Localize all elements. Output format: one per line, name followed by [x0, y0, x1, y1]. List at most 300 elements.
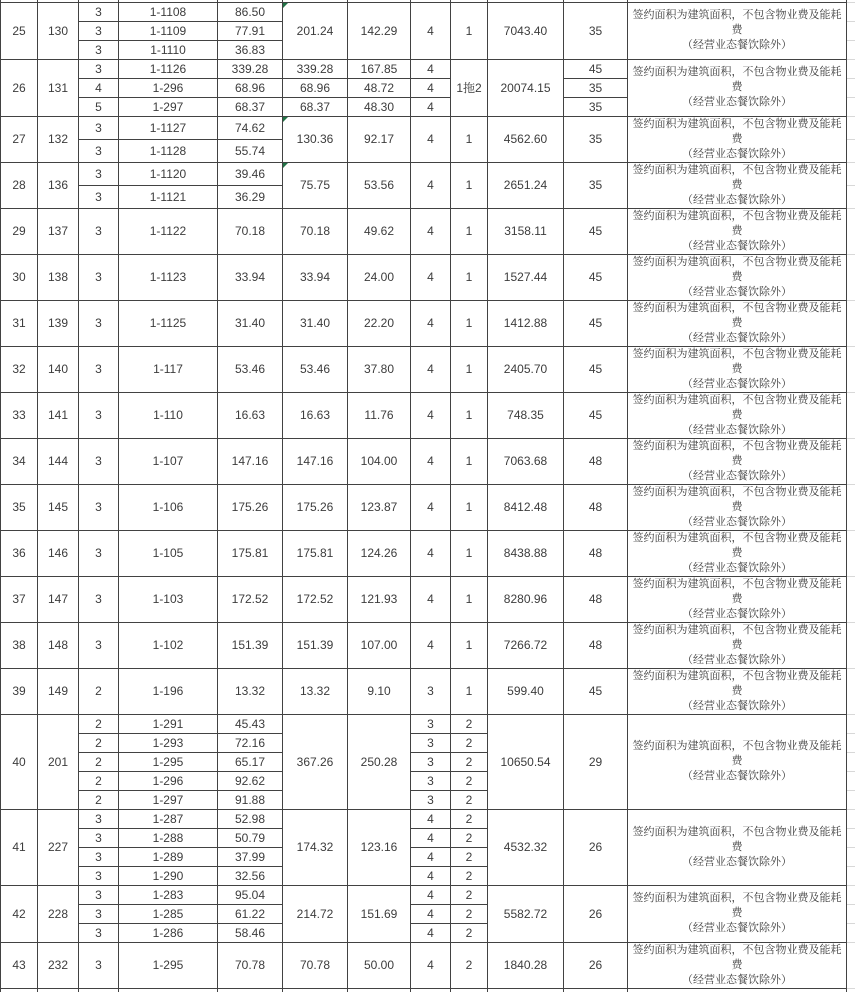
- cell-floor[interactable]: 3: [79, 2, 119, 21]
- cell-room-id[interactable]: 144: [38, 438, 79, 484]
- cell-count-b[interactable]: 2: [451, 923, 488, 942]
- cell-count-a[interactable]: 4: [411, 866, 451, 885]
- cell-seq[interactable]: 38: [1, 622, 38, 668]
- cell-seq[interactable]: 41: [1, 809, 38, 885]
- cell-unit[interactable]: 1-1127: [119, 116, 218, 139]
- cell-unit[interactable]: 1-110: [119, 392, 218, 438]
- cell-seq[interactable]: 31: [1, 300, 38, 346]
- cell-floor[interactable]: 3: [79, 809, 119, 828]
- cell-group-area-total[interactable]: 33.94: [283, 254, 348, 300]
- cell-remark[interactable]: [628, 254, 847, 300]
- cell-rate[interactable]: 48: [564, 576, 628, 622]
- cell-count-a[interactable]: 4: [411, 809, 451, 828]
- cell-count-b[interactable]: 2: [451, 714, 488, 733]
- cell-seq[interactable]: 30: [1, 254, 38, 300]
- cell-room-id[interactable]: 141: [38, 392, 79, 438]
- cell-unit[interactable]: 1-287: [119, 809, 218, 828]
- cell-area[interactable]: 72.16: [218, 733, 283, 752]
- cell-room-id[interactable]: 228: [38, 885, 79, 942]
- cell-floor[interactable]: 2: [79, 733, 119, 752]
- cell-remark[interactable]: [628, 622, 847, 668]
- cell-floor[interactable]: 2: [79, 714, 119, 733]
- cell-unit[interactable]: 1-117: [119, 346, 218, 392]
- cell-amount[interactable]: 1412.88: [488, 300, 564, 346]
- cell-room-id[interactable]: 232: [38, 942, 79, 988]
- cell-group-area-total[interactable]: [283, 2, 348, 59]
- cell-group-area-total[interactable]: 70.78: [283, 942, 348, 988]
- cell-floor[interactable]: 2: [79, 771, 119, 790]
- cell-area[interactable]: 61.22: [218, 904, 283, 923]
- cell-unit[interactable]: 1-291: [119, 714, 218, 733]
- cell-unit[interactable]: 1-285: [119, 904, 218, 923]
- cell-unit[interactable]: 1-105: [119, 530, 218, 576]
- cell-group-area2-total[interactable]: 167.85: [348, 59, 411, 78]
- cell-unit[interactable]: 1-1108: [119, 2, 218, 21]
- cell-seq[interactable]: 26: [1, 59, 38, 116]
- cell-floor[interactable]: 3: [79, 942, 119, 988]
- cell-amount[interactable]: 1840.28: [488, 942, 564, 988]
- cell-rate[interactable]: 26: [564, 809, 628, 885]
- cell-rate[interactable]: 45: [564, 254, 628, 300]
- cell-amount[interactable]: 7063.68: [488, 438, 564, 484]
- cell-group-area-total[interactable]: 13.32: [283, 668, 348, 714]
- cell-unit[interactable]: 1-1123: [119, 254, 218, 300]
- cell-unit[interactable]: 1-290: [119, 866, 218, 885]
- cell-floor[interactable]: 3: [79, 254, 119, 300]
- cell-area[interactable]: 36.83: [218, 40, 283, 59]
- cell-remark[interactable]: [628, 942, 847, 988]
- cell-area[interactable]: 74.62: [218, 116, 283, 139]
- cell-group-area2-total[interactable]: 104.00: [348, 438, 411, 484]
- cell-remark[interactable]: [628, 809, 847, 885]
- cell-amount[interactable]: 748.35: [488, 392, 564, 438]
- cell-count-a[interactable]: 3: [411, 733, 451, 752]
- cell-floor[interactable]: 3: [79, 885, 119, 904]
- cell-group-area-total[interactable]: 31.40: [283, 300, 348, 346]
- cell-count-a[interactable]: 4: [411, 346, 451, 392]
- cell-rate[interactable]: 26: [564, 942, 628, 988]
- cell-area[interactable]: 91.88: [218, 790, 283, 809]
- cell-group-area-total[interactable]: 53.46: [283, 346, 348, 392]
- cell-unit[interactable]: 1-293: [119, 733, 218, 752]
- cell-rate[interactable]: 35: [564, 116, 628, 162]
- cell-room-id[interactable]: 130: [38, 2, 79, 59]
- cell-group-area-total[interactable]: 16.63: [283, 392, 348, 438]
- cell-area[interactable]: 86.50: [218, 2, 283, 21]
- cell-seq[interactable]: 33: [1, 392, 38, 438]
- cell-count-a[interactable]: 4: [411, 438, 451, 484]
- cell-rate[interactable]: 48: [564, 622, 628, 668]
- cell-area[interactable]: 32.56: [218, 866, 283, 885]
- cell-group-area-total[interactable]: 151.39: [283, 622, 348, 668]
- cell-area[interactable]: 175.81: [218, 530, 283, 576]
- cell-rate[interactable]: 48: [564, 484, 628, 530]
- cell-unit[interactable]: 1-296: [119, 771, 218, 790]
- cell-group-area2-total[interactable]: 123.87: [348, 484, 411, 530]
- cell-count-b[interactable]: 1: [451, 208, 488, 254]
- cell-count-b[interactable]: 1: [451, 668, 488, 714]
- cell-unit[interactable]: 1-102: [119, 622, 218, 668]
- cell-floor[interactable]: 3: [79, 208, 119, 254]
- cell-count-a[interactable]: 4: [411, 484, 451, 530]
- cell-room-id[interactable]: 137: [38, 208, 79, 254]
- cell-amount[interactable]: 7043.40: [488, 2, 564, 59]
- cell-unit[interactable]: 1-283: [119, 885, 218, 904]
- cell-count-a[interactable]: 4: [411, 116, 451, 162]
- cell-unit[interactable]: 1-196: [119, 668, 218, 714]
- cell-group-area-total[interactable]: 175.26: [283, 484, 348, 530]
- cell-group-area2-total[interactable]: 48.72: [348, 78, 411, 97]
- cell-room-id[interactable]: 138: [38, 254, 79, 300]
- cell-group-area2-total[interactable]: 142.29: [348, 2, 411, 59]
- cell-count-a[interactable]: 4: [411, 885, 451, 904]
- cell-floor[interactable]: 3: [79, 530, 119, 576]
- cell-seq[interactable]: 39: [1, 668, 38, 714]
- cell-seq[interactable]: 43: [1, 942, 38, 988]
- cell-unit[interactable]: 1-1120: [119, 162, 218, 185]
- cell-rate[interactable]: 26: [564, 885, 628, 942]
- cell-count-b[interactable]: 2: [451, 771, 488, 790]
- cell-seq[interactable]: 40: [1, 714, 38, 809]
- cell-unit[interactable]: 1-288: [119, 828, 218, 847]
- cell-rate[interactable]: 35: [564, 97, 628, 116]
- cell-area[interactable]: 55.74: [218, 139, 283, 162]
- cell-room-id[interactable]: 146: [38, 530, 79, 576]
- cell-room-id[interactable]: 132: [38, 116, 79, 162]
- cell-seq[interactable]: 36: [1, 530, 38, 576]
- cell-count-b[interactable]: 2: [451, 866, 488, 885]
- cell-unit[interactable]: 1-107: [119, 438, 218, 484]
- cell-rate[interactable]: 45: [564, 59, 628, 78]
- cell-area[interactable]: 16.63: [218, 392, 283, 438]
- cell-group-area-total[interactable]: [283, 162, 348, 208]
- cell-count-b[interactable]: 1: [451, 576, 488, 622]
- cell-unit[interactable]: 1-1110: [119, 40, 218, 59]
- cell-count-a[interactable]: 4: [411, 254, 451, 300]
- cell-group-area2-total[interactable]: 11.76: [348, 392, 411, 438]
- cell-area[interactable]: 147.16: [218, 438, 283, 484]
- cell-floor[interactable]: 3: [79, 484, 119, 530]
- cell-amount[interactable]: 5582.72: [488, 885, 564, 942]
- cell-room-id[interactable]: 147: [38, 576, 79, 622]
- cell-remark[interactable]: [628, 392, 847, 438]
- cell-floor[interactable]: 3: [79, 300, 119, 346]
- cell-count-a[interactable]: 4: [411, 300, 451, 346]
- cell-group-area-total[interactable]: 172.52: [283, 576, 348, 622]
- cell-count-a[interactable]: 4: [411, 576, 451, 622]
- cell-group-area2-total[interactable]: 107.00: [348, 622, 411, 668]
- cell-area[interactable]: 70.78: [218, 942, 283, 988]
- cell-floor[interactable]: 3: [79, 438, 119, 484]
- cell-count-b[interactable]: 1拖2: [451, 59, 488, 116]
- cell-group-area-total[interactable]: 147.16: [283, 438, 348, 484]
- cell-unit[interactable]: 1-1128: [119, 139, 218, 162]
- cell-floor[interactable]: 4: [79, 78, 119, 97]
- cell-unit[interactable]: 1-1122: [119, 208, 218, 254]
- cell-count-b[interactable]: 2: [451, 809, 488, 828]
- cell-room-id[interactable]: 136: [38, 162, 79, 208]
- cell-floor[interactable]: 2: [79, 668, 119, 714]
- cell-count-a[interactable]: 3: [411, 668, 451, 714]
- cell-area[interactable]: 45.43: [218, 714, 283, 733]
- cell-area[interactable]: 53.46: [218, 346, 283, 392]
- cell-group-area-total[interactable]: [283, 116, 348, 162]
- cell-group-area-total[interactable]: 175.81: [283, 530, 348, 576]
- cell-area[interactable]: 77.91: [218, 21, 283, 40]
- cell-count-b[interactable]: 1: [451, 392, 488, 438]
- cell-floor[interactable]: 2: [79, 790, 119, 809]
- cell-amount[interactable]: 4532.32: [488, 809, 564, 885]
- cell-count-b[interactable]: 1: [451, 530, 488, 576]
- cell-seq[interactable]: 27: [1, 116, 38, 162]
- cell-remark[interactable]: [628, 300, 847, 346]
- cell-room-id[interactable]: 201: [38, 714, 79, 809]
- cell-group-area-total[interactable]: 367.26: [283, 714, 348, 809]
- cell-floor[interactable]: 3: [79, 904, 119, 923]
- cell-group-area2-total[interactable]: 48.30: [348, 97, 411, 116]
- cell-group-area-total[interactable]: 339.28: [283, 59, 348, 78]
- cell-count-a[interactable]: 4: [411, 208, 451, 254]
- cell-amount[interactable]: 1527.44: [488, 254, 564, 300]
- cell-count-a[interactable]: 4: [411, 847, 451, 866]
- cell-count-b[interactable]: 1: [451, 438, 488, 484]
- cell-seq[interactable]: 42: [1, 885, 38, 942]
- cell-count-a[interactable]: 4: [411, 923, 451, 942]
- cell-area[interactable]: 68.37: [218, 97, 283, 116]
- cell-group-area2-total[interactable]: 22.20: [348, 300, 411, 346]
- cell-rate[interactable]: 45: [564, 392, 628, 438]
- cell-group-area-total[interactable]: 68.96: [283, 78, 348, 97]
- cell-count-b[interactable]: 2: [451, 790, 488, 809]
- cell-amount[interactable]: 599.40: [488, 668, 564, 714]
- cell-amount[interactable]: 20074.15: [488, 59, 564, 116]
- cell-count-a[interactable]: 4: [411, 392, 451, 438]
- cell-rate[interactable]: 29: [564, 714, 628, 809]
- cell-floor[interactable]: 3: [79, 622, 119, 668]
- cell-rate[interactable]: 35: [564, 2, 628, 59]
- cell-group-area2-total[interactable]: 123.16: [348, 809, 411, 885]
- cell-amount[interactable]: 8438.88: [488, 530, 564, 576]
- cell-amount[interactable]: 4562.60: [488, 116, 564, 162]
- cell-unit[interactable]: 1-103: [119, 576, 218, 622]
- cell-count-b[interactable]: 1: [451, 116, 488, 162]
- cell-count-b[interactable]: 2: [451, 942, 488, 988]
- cell-floor[interactable]: 5: [79, 97, 119, 116]
- cell-group-area2-total[interactable]: 53.56: [348, 162, 411, 208]
- cell-count-b[interactable]: 2: [451, 752, 488, 771]
- cell-area[interactable]: 39.46: [218, 162, 283, 185]
- cell-unit[interactable]: 1-289: [119, 847, 218, 866]
- cell-area[interactable]: 13.32: [218, 668, 283, 714]
- cell-rate[interactable]: 45: [564, 346, 628, 392]
- cell-group-area2-total[interactable]: 250.28: [348, 714, 411, 809]
- cell-unit[interactable]: 1-1126: [119, 59, 218, 78]
- cell-count-b[interactable]: 1: [451, 300, 488, 346]
- cell-count-a[interactable]: 4: [411, 78, 451, 97]
- cell-remark[interactable]: [628, 438, 847, 484]
- cell-floor[interactable]: 2: [79, 752, 119, 771]
- cell-remark[interactable]: [628, 59, 847, 116]
- cell-unit[interactable]: 1-297: [119, 790, 218, 809]
- cell-amount[interactable]: 3158.11: [488, 208, 564, 254]
- cell-count-b[interactable]: 2: [451, 885, 488, 904]
- cell-group-area2-total[interactable]: 121.93: [348, 576, 411, 622]
- cell-area[interactable]: 151.39: [218, 622, 283, 668]
- cell-remark[interactable]: [628, 530, 847, 576]
- cell-count-b[interactable]: 1: [451, 346, 488, 392]
- cell-rate[interactable]: 48: [564, 530, 628, 576]
- cell-room-id[interactable]: 227: [38, 809, 79, 885]
- cell-rate[interactable]: 45: [564, 300, 628, 346]
- cell-count-a[interactable]: 3: [411, 752, 451, 771]
- cell-area[interactable]: 33.94: [218, 254, 283, 300]
- cell-rate[interactable]: 45: [564, 668, 628, 714]
- cell-area[interactable]: 50.79: [218, 828, 283, 847]
- cell-remark[interactable]: [628, 576, 847, 622]
- cell-seq[interactable]: 34: [1, 438, 38, 484]
- cell-floor[interactable]: 3: [79, 923, 119, 942]
- cell-count-a[interactable]: 4: [411, 530, 451, 576]
- cell-group-area-total[interactable]: 68.37: [283, 97, 348, 116]
- cell-count-b[interactable]: 1: [451, 162, 488, 208]
- cell-unit[interactable]: 1-295: [119, 752, 218, 771]
- cell-remark[interactable]: [628, 885, 847, 942]
- cell-floor[interactable]: 3: [79, 59, 119, 78]
- cell-rate[interactable]: 48: [564, 438, 628, 484]
- cell-unit[interactable]: 1-1121: [119, 185, 218, 208]
- cell-floor[interactable]: 3: [79, 392, 119, 438]
- cell-group-area2-total[interactable]: 50.00: [348, 942, 411, 988]
- cell-room-id[interactable]: 148: [38, 622, 79, 668]
- cell-count-b[interactable]: 1: [451, 622, 488, 668]
- cell-seq[interactable]: 37: [1, 576, 38, 622]
- cell-seq[interactable]: 32: [1, 346, 38, 392]
- cell-count-b[interactable]: 2: [451, 847, 488, 866]
- cell-amount[interactable]: 8280.96: [488, 576, 564, 622]
- cell-group-area2-total[interactable]: 9.10: [348, 668, 411, 714]
- cell-room-id[interactable]: 145: [38, 484, 79, 530]
- cell-amount[interactable]: 2405.70: [488, 346, 564, 392]
- cell-area[interactable]: 339.28: [218, 59, 283, 78]
- cell-remark[interactable]: [628, 208, 847, 254]
- cell-amount[interactable]: 8412.48: [488, 484, 564, 530]
- cell-floor[interactable]: 3: [79, 866, 119, 885]
- cell-count-b[interactable]: 1: [451, 2, 488, 59]
- cell-area[interactable]: 58.46: [218, 923, 283, 942]
- cell-floor[interactable]: 3: [79, 185, 119, 208]
- cell-room-id[interactable]: 139: [38, 300, 79, 346]
- cell-room-id[interactable]: 131: [38, 59, 79, 116]
- cell-area[interactable]: 65.17: [218, 752, 283, 771]
- cell-count-a[interactable]: 4: [411, 59, 451, 78]
- cell-group-area2-total[interactable]: 49.62: [348, 208, 411, 254]
- cell-room-id[interactable]: 140: [38, 346, 79, 392]
- cell-count-a[interactable]: 4: [411, 2, 451, 59]
- cell-seq[interactable]: 35: [1, 484, 38, 530]
- cell-remark[interactable]: [628, 484, 847, 530]
- cell-area[interactable]: 175.26: [218, 484, 283, 530]
- cell-area[interactable]: 172.52: [218, 576, 283, 622]
- cell-seq[interactable]: 29: [1, 208, 38, 254]
- cell-amount[interactable]: 2651.24: [488, 162, 564, 208]
- cell-count-a[interactable]: 3: [411, 714, 451, 733]
- cell-group-area2-total[interactable]: 151.69: [348, 885, 411, 942]
- cell-unit[interactable]: 1-297: [119, 97, 218, 116]
- cell-area[interactable]: 37.99: [218, 847, 283, 866]
- cell-count-a[interactable]: 4: [411, 622, 451, 668]
- cell-count-a[interactable]: 4: [411, 162, 451, 208]
- cell-amount[interactable]: 7266.72: [488, 622, 564, 668]
- cell-group-area2-total[interactable]: 124.26: [348, 530, 411, 576]
- cell-rate[interactable]: 35: [564, 78, 628, 97]
- cell-floor[interactable]: 3: [79, 847, 119, 866]
- cell-area[interactable]: 68.96: [218, 78, 283, 97]
- cell-group-area-total[interactable]: 174.32: [283, 809, 348, 885]
- cell-remark[interactable]: [628, 2, 847, 59]
- cell-count-a[interactable]: 4: [411, 97, 451, 116]
- cell-remark[interactable]: [628, 116, 847, 162]
- cell-area[interactable]: 36.29: [218, 185, 283, 208]
- cell-floor[interactable]: 3: [79, 116, 119, 139]
- cell-area[interactable]: 52.98: [218, 809, 283, 828]
- cell-floor[interactable]: 3: [79, 139, 119, 162]
- cell-group-area2-total[interactable]: 24.00: [348, 254, 411, 300]
- cell-remark[interactable]: [628, 714, 847, 809]
- cell-remark[interactable]: [628, 346, 847, 392]
- cell-remark[interactable]: [628, 668, 847, 714]
- cell-count-a[interactable]: 3: [411, 790, 451, 809]
- cell-floor[interactable]: 3: [79, 40, 119, 59]
- cell-floor[interactable]: 3: [79, 828, 119, 847]
- cell-amount[interactable]: 10650.54: [488, 714, 564, 809]
- cell-unit[interactable]: 1-286: [119, 923, 218, 942]
- cell-area[interactable]: 95.04: [218, 885, 283, 904]
- cell-unit[interactable]: 1-296: [119, 78, 218, 97]
- cell-count-b[interactable]: 2: [451, 733, 488, 752]
- cell-group-area2-total[interactable]: 37.80: [348, 346, 411, 392]
- cell-floor[interactable]: 3: [79, 346, 119, 392]
- cell-count-b[interactable]: 1: [451, 484, 488, 530]
- cell-count-b[interactable]: 1: [451, 254, 488, 300]
- cell-unit[interactable]: 1-106: [119, 484, 218, 530]
- cell-unit[interactable]: 1-1125: [119, 300, 218, 346]
- cell-rate[interactable]: 35: [564, 162, 628, 208]
- cell-floor[interactable]: 3: [79, 21, 119, 40]
- cell-room-id[interactable]: 149: [38, 668, 79, 714]
- cell-group-area-total[interactable]: 214.72: [283, 885, 348, 942]
- cell-seq[interactable]: 25: [1, 2, 38, 59]
- cell-area[interactable]: 31.40: [218, 300, 283, 346]
- cell-group-area-total[interactable]: 70.18: [283, 208, 348, 254]
- cell-count-b[interactable]: 2: [451, 828, 488, 847]
- grid-margin-cell: [847, 185, 855, 208]
- cell-unit[interactable]: 1-1109: [119, 21, 218, 40]
- cell-count-a[interactable]: 3: [411, 771, 451, 790]
- cell-rate[interactable]: 45: [564, 208, 628, 254]
- cell-unit[interactable]: 1-295: [119, 942, 218, 988]
- cell-seq[interactable]: 28: [1, 162, 38, 208]
- cell-area[interactable]: 70.18: [218, 208, 283, 254]
- cell-floor[interactable]: 3: [79, 576, 119, 622]
- cell-area[interactable]: 92.62: [218, 771, 283, 790]
- cell-remark[interactable]: [628, 162, 847, 208]
- cell-count-a[interactable]: 4: [411, 942, 451, 988]
- cell-count-a[interactable]: 4: [411, 828, 451, 847]
- cell-count-a[interactable]: 4: [411, 904, 451, 923]
- cell-floor[interactable]: 3: [79, 162, 119, 185]
- cell-group-area2-total[interactable]: 92.17: [348, 116, 411, 162]
- cell-count-b[interactable]: 2: [451, 904, 488, 923]
